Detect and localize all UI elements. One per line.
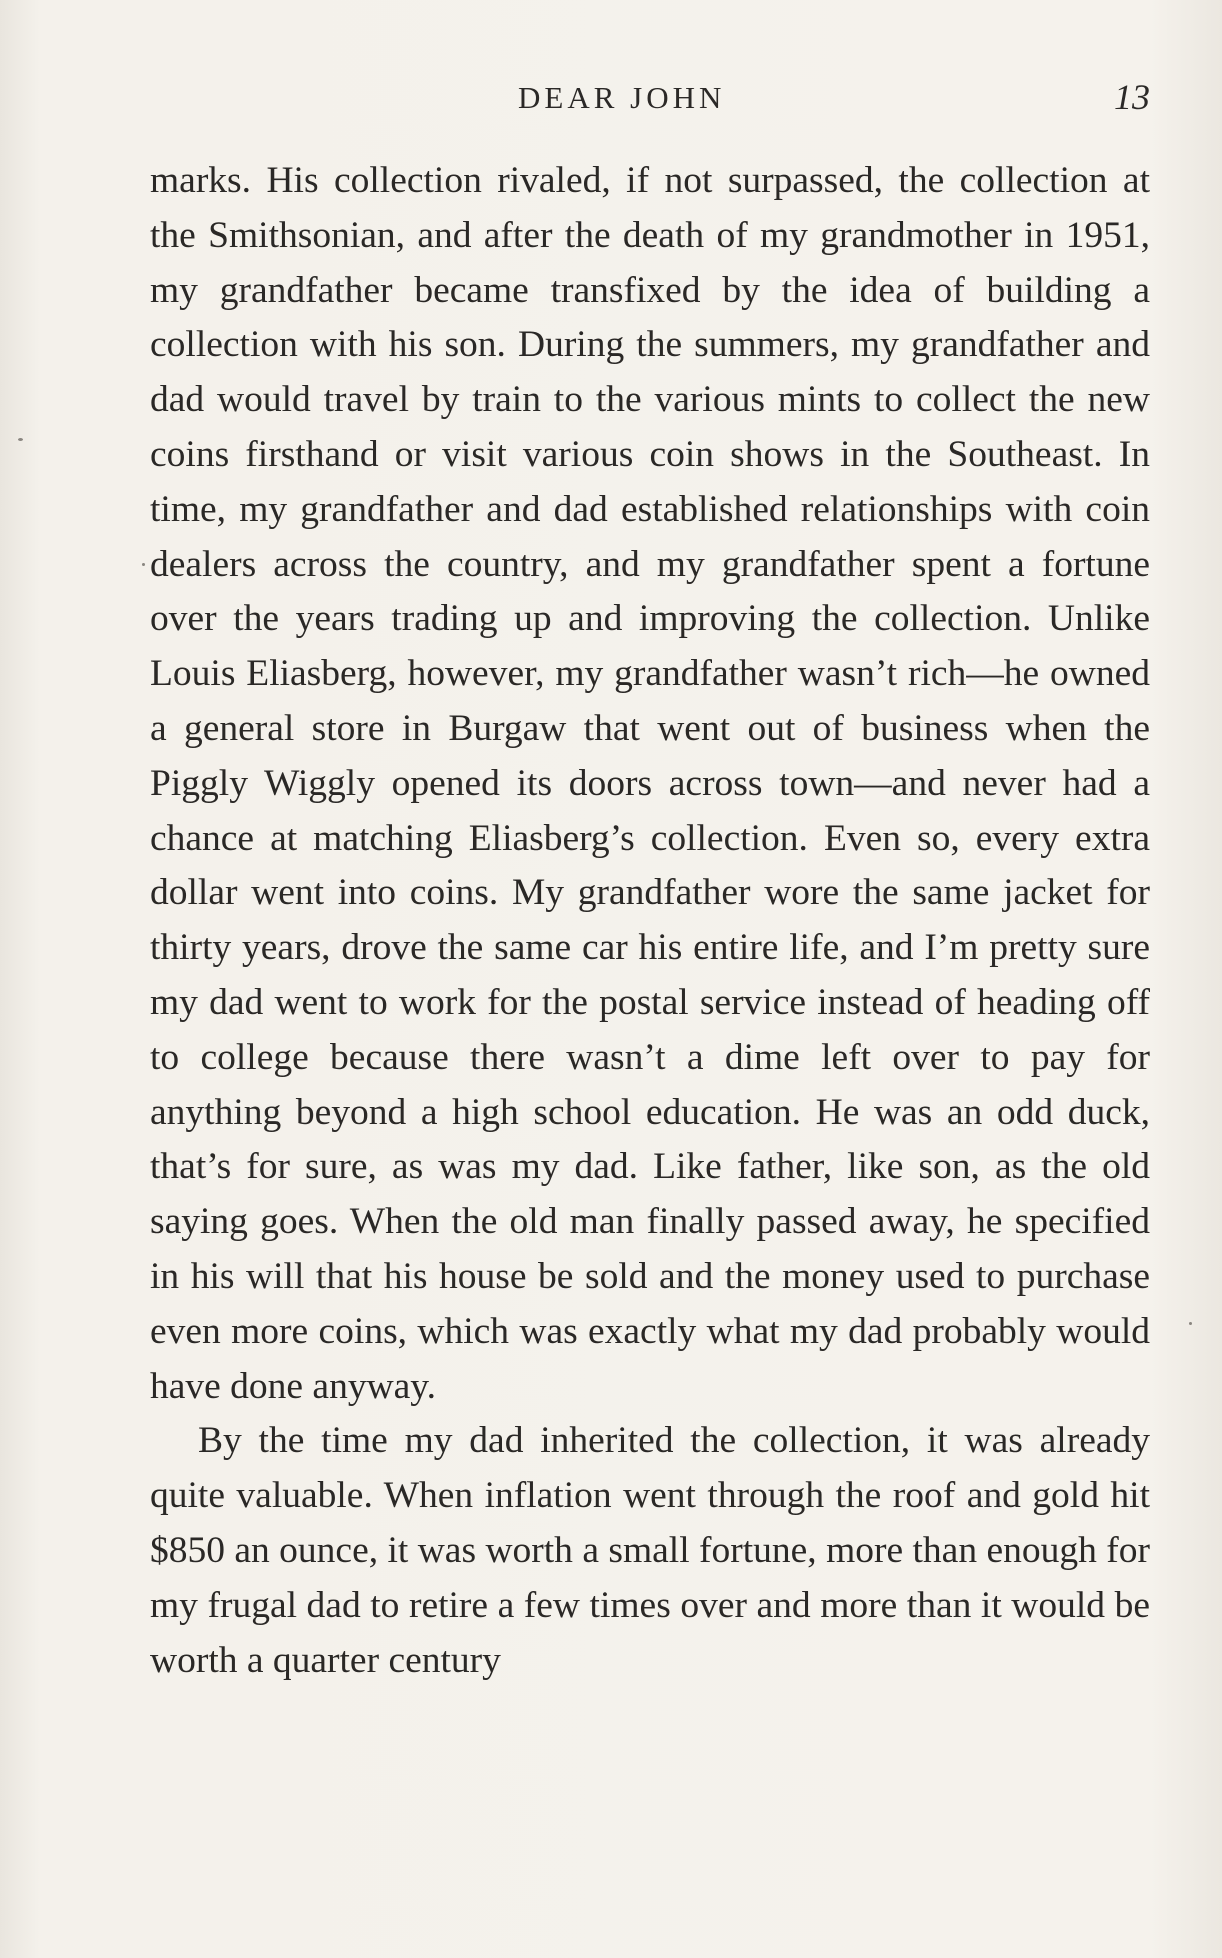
print-speck xyxy=(142,563,145,566)
page-header xyxy=(150,76,1150,120)
print-speck xyxy=(18,438,23,441)
paragraph-1: marks. His collection rivaled, if not surpassed, the collection at the Smithsonian, and after the death of my grandmother in 1951, my grandfather became transfixed by the idea of building a collection with his son. During the summers, my grandfather and dad would travel by train to the various mints to collect the new coins firsthand or visit various coin shows in the Southeast. In time, my grandfather and dad established relationships with coin dealers across the country, and my grandfather spent a fortune over the years trading up and improving the collection. Unlike Louis Eliasberg, however, my grandfather wasn’t rich—he owned a general store in Burgaw that went out of business when the Piggly Wiggly opened its doors across town—and never had a chance at matching Eliasberg’s collection. Even so, every extra dollar went into coins. My grandfather wore the same jacket for thirty years, drove the same car his entire life, and I’m pretty sure my dad went to work for the postal service instead of heading off to college because there wasn’t a dime left over to pay for anything beyond a high school education. He was an odd duck, that’s for sure, as was my dad. Like father, like son, as the old saying goes. When the old man finally passed away, he specified in his will that his house be sold and the money used to purchase even more coins, which was exactly what my dad probably would have done anyway. xyxy=(150,160,1150,1407)
paragraph-2: By the time my dad inherited the collection, it was already quite valuable. When inflation went through the roof and gold hit $850 an ounce, it was worth a small fortune, more than enough for my frugal dad to retire a few times over and more than it would be worth a quarter century xyxy=(150,1420,1150,1681)
page-number: 13 xyxy=(1114,77,1150,117)
body-text xyxy=(150,154,1150,1688)
print-speck xyxy=(1189,1322,1192,1325)
running-head: DEAR JOHN xyxy=(518,80,726,115)
